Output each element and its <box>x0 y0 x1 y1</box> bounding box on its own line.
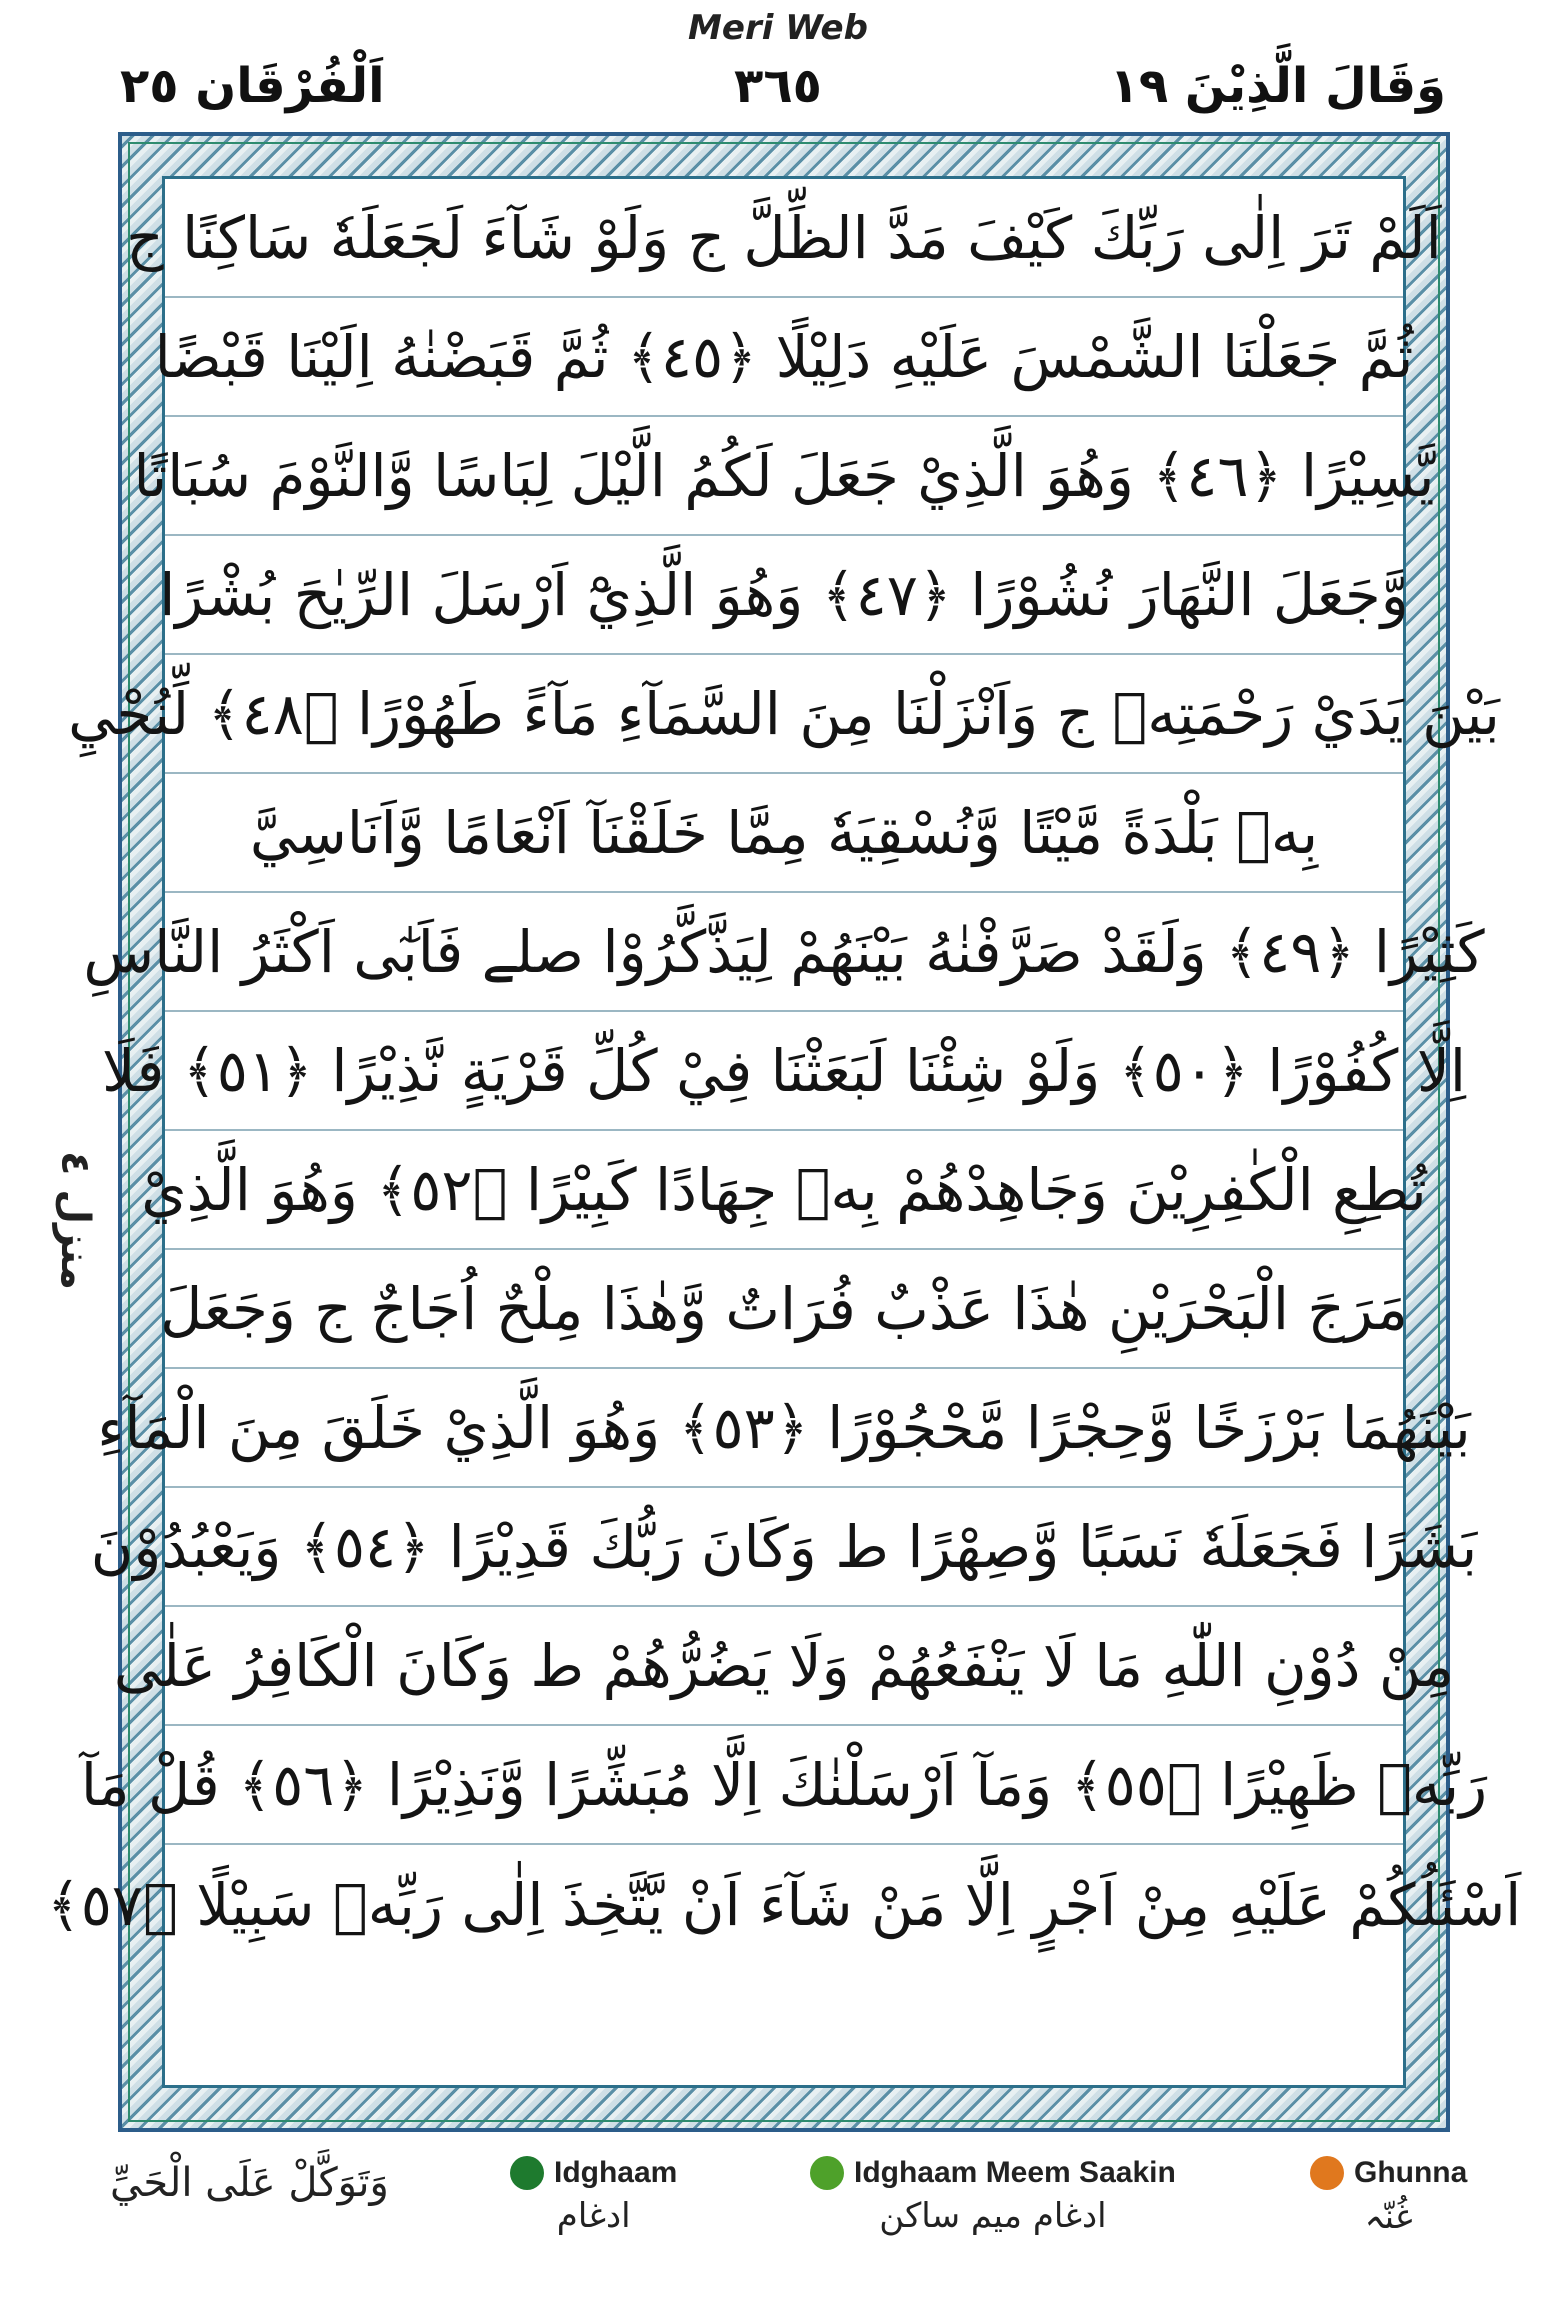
legend-label: Idghaam <box>554 2156 678 2189</box>
verse-line: ثُمَّ جَعَلْنَا الشَّمْسَ عَلَيْهِ دَلِيْلًا ﴿٤٥﴾ ثُمَّ قَبَضْنٰهُ اِلَيْنَا قَبْضًا <box>165 298 1403 417</box>
idghaam-meem-color-dot <box>810 2156 844 2190</box>
verse-line: مِنْ دُوْنِ اللّٰهِ مَا لَا يَنْفَعُهُمْ وَلَا يَضُرُّهُمْ ط وَكَانَ الْكَافِرُ عَلٰى <box>165 1607 1403 1726</box>
verse-line: بَيْنَهُمَا بَرْزَخًا وَّحِجْرًا مَّحْجُوْرًا ﴿٥٣﴾ وَهُوَ الَّذِيْ خَلَقَ مِنَ الْمَآءِ <box>165 1369 1403 1488</box>
verse-line: مَرَجَ الْبَحْرَيْنِ هٰذَا عَذْبٌ فُرَاتٌ وَّهٰذَا مِلْحٌ اُجَاجٌ ج وَجَعَلَ <box>165 1250 1403 1369</box>
verse-line: اَلَمْ تَرَ اِلٰى رَبِّكَ كَيْفَ مَدَّ الظِّلَّ ج وَلَوْ شَآءَ لَجَعَلَهٗ سَاكِنًا ج <box>165 179 1403 298</box>
manzil-marker: منزل ٤ <box>52 1150 98 1290</box>
verse-line: بَشَرًا فَجَعَلَهٗ نَسَبًا وَّصِهْرًا ط وَكَانَ رَبُّكَ قَدِيْرًا ﴿٥٤﴾ وَيَعْبُدُوْنَ <box>165 1488 1403 1607</box>
legend-idghaam-meem-saakin <box>810 2156 1176 2236</box>
legend-label-urdu: ادغام میم ساکن <box>879 2196 1107 2236</box>
idghaam-color-dot <box>510 2156 544 2190</box>
juz-title: وَقَالَ الَّذِيْنَ ١٩ <box>1109 58 1446 114</box>
legend-label: Ghunna <box>1354 2156 1468 2189</box>
legend-idghaam <box>510 2156 677 2236</box>
verse-line: بَيْنَ يَدَيْ رَحْمَتِهٖ ج وَاَنْزَلْنَا مِنَ السَّمَآءِ مَآءً طَهُوْرًا ﴿٤٨﴾ لِّنُحْيِ <box>165 655 1403 774</box>
verse-line: رَبِّهٖ ظَهِيْرًا ﴿٥٥﴾ وَمَآ اَرْسَلْنٰكَ اِلَّا مُبَشِّرًا وَّنَذِيْرًا ﴿٥٦﴾ قُلْ مَآ <box>165 1726 1403 1845</box>
legend-label-urdu: غُنّہ <box>1364 2197 1413 2237</box>
verse-line: اَسْئَلُكُمْ عَلَيْهِ مِنْ اَجْرٍ اِلَّا مَنْ شَآءَ اَنْ يَّتَّخِذَ اِلٰى رَبِّهٖ سَبِيْلًا ﴿٥٧﴾ <box>46 1870 1522 1939</box>
verse-line: بِهٖ بَلْدَةً مَّيْتًا وَّنُسْقِيَهٗ مِمَّا خَلَقْنَآ اَنْعَامًا وَّاَنَاسِيَّ <box>165 774 1403 893</box>
verse-line: كَثِيْرًا ﴿٤٩﴾ وَلَقَدْ صَرَّفْنٰهُ بَيْنَهُمْ لِيَذَّكَّرُوْا صلے فَاَبٰٓى اَكْثَرُ النَّاسِ <box>165 893 1403 1012</box>
legend-label-urdu: ادغام <box>556 2196 631 2236</box>
catchword: وَتَوَكَّلْ عَلَى الْحَيِّ <box>110 2160 389 2206</box>
surah-title: اَلْفُرْقَان ٢٥ <box>120 58 385 114</box>
page-number: ٣٦٥ <box>734 58 822 114</box>
verse-line: يَّسِيْرًا ﴿٤٦﴾ وَهُوَ الَّذِيْ جَعَلَ لَكُمُ الَّيْلَ لِبَاسًا وَّالنَّوْمَ سُبَاتًا <box>165 417 1403 536</box>
legend-ghunna <box>1310 2156 1467 2237</box>
site-name: Meri Web <box>688 8 868 48</box>
verse-line: اِلَّا كُفُوْرًا ﴿٥٠﴾ وَلَوْ شِئْنَا لَبَعَثْنَا فِيْ كُلِّ قَرْيَةٍ نَّذِيْرًا ﴿٥١﴾ فَلَا <box>165 1012 1403 1131</box>
ghunna-color-dot <box>1310 2156 1344 2190</box>
legend-label: Idghaam Meem Saakin <box>854 2156 1176 2189</box>
footer <box>0 2150 1556 2300</box>
verse-line: وَّجَعَلَ النَّهَارَ نُشُوْرًا ﴿٤٧﴾ وَهُوَ الَّذِيْٓ اَرْسَلَ الرِّيٰحَ بُشْرًا <box>165 536 1403 655</box>
verse-line: تُطِعِ الْكٰفِرِيْنَ وَجَاهِدْهُمْ بِهٖ جِهَادًا كَبِيْرًا ﴿٥٢﴾ وَهُوَ الَّذِيْ <box>165 1131 1403 1250</box>
